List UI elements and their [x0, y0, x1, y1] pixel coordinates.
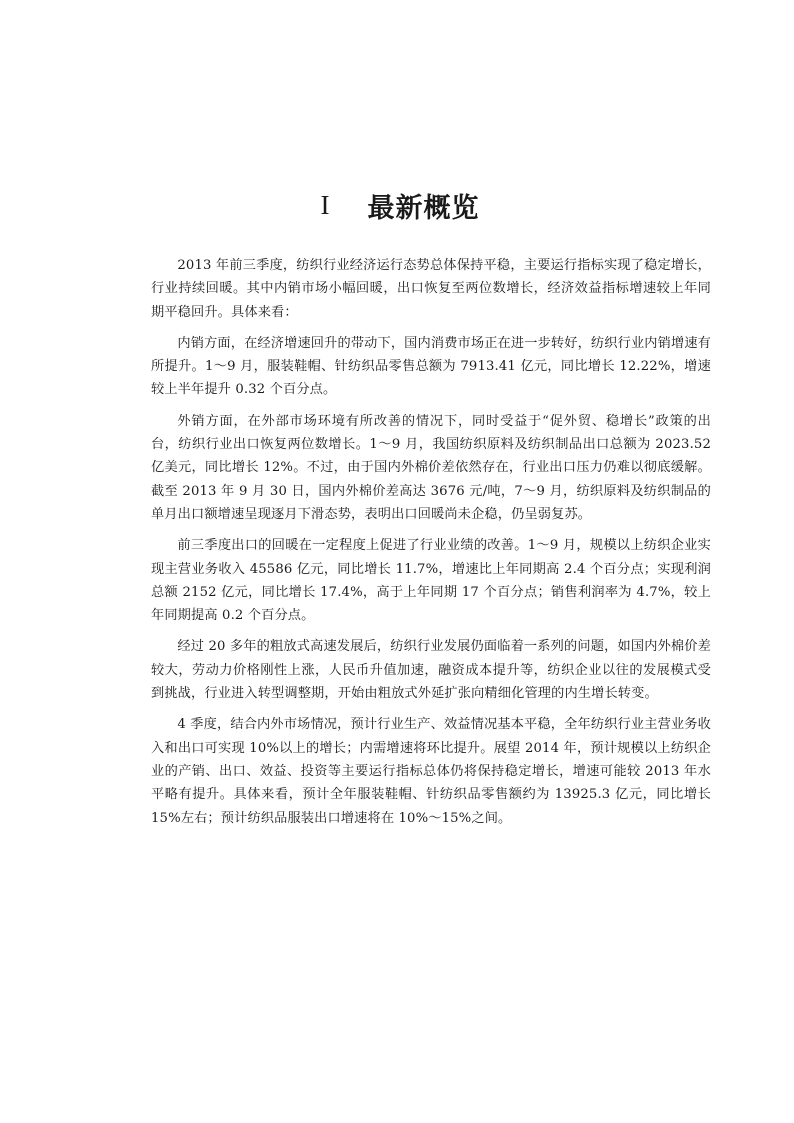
- paragraph-performance: 前三季度出口的回暖在一定程度上促进了行业业绩的改善。1～9 月，规模以上纺织企业实现主营业务收入 45586 亿元，同比增长 11.7%，增速比上年同期高 2.4 个百分点；实现利润总额 2152 亿元，同比增长 17.4%，高于上年同期 17 个百分点；销售利润率为 4.7%，较上年同期提高 0.2 个百分点。: [151, 538, 711, 624]
- body-text: [151, 254, 711, 838]
- paragraph-domestic-sales: 内销方面，在经济增速回升的带动下，国内消费市场正在进一步转好，纺织行业内销增速有所提升。1～9 月，服装鞋帽、针纺织品零售总额为 7913.41 亿元，同比增长 12.22%，增速较上半年提升 0.32 个百分点。: [151, 335, 711, 398]
- section-title: 最新概览: [367, 193, 480, 224]
- section-heading: [0, 186, 794, 226]
- paragraph-overview: 2013 年前三季度，纺织行业经济运行态势总体保持平稳，主要运行指标实现了稳定增长，行业持续回暖。其中内销市场小幅回暖，出口恢复至两位数增长，经济效益指标增速较上年同期平稳回升。具体来看：: [151, 258, 711, 320]
- paragraph-outlook: 4 季度，结合内外市场情况，预计行业生产、效益情况基本平稳，全年纺织行业主营业务收入和出口可实现 10%以上的增长；内需增速将环比提升。展望 2014 年，预计规模以上纺织企业的产销、出口、效益、投资等主要运行指标总体仍将保持稳定增长，增速可能较 2013 年水平略有提升。具体来看，预计全年服装鞋帽、针纺织品零售额约为 13925.3 亿元，同比增长 15%左右；预计纺织品服装出口增速将在 10%～15%之间。: [151, 717, 711, 826]
- paragraph-export-sales: 外销方面，在外部市场环境有所改善的情况下，同时受益于“促外贸、稳增长”政策的出台，纺织行业出口恢复两位数增长。1～9 月，我国纺织原料及纺织制品出口总额为 2023.52 亿美元，同比增长 12%。不过，由于国内外棉价差依然存在，行业出口压力仍难以彻底缓解。截至 2013 年 9 月 30 日，国内外棉价差高达 3676 元/吨，7～9 月，纺织原料及纺织制品的单月出口额增速呈现逐月下滑态势，表明出口回暖尚未企稳，仍呈弱复苏。: [151, 413, 711, 522]
- paragraph-challenges: 经过 20 多年的粗放式高速发展后，纺织行业发展仍面临着一系列的问题，如国内外棉价差较大，劳动力价格刚性上涨，人民币升值加速，融资成本提升等，纺织企业以往的发展模式受到挑战，行业进入转型调整期，开始由粗放式外延扩张向精细化管理的内生增长转变。: [151, 639, 711, 702]
- section-number: I: [320, 190, 330, 220]
